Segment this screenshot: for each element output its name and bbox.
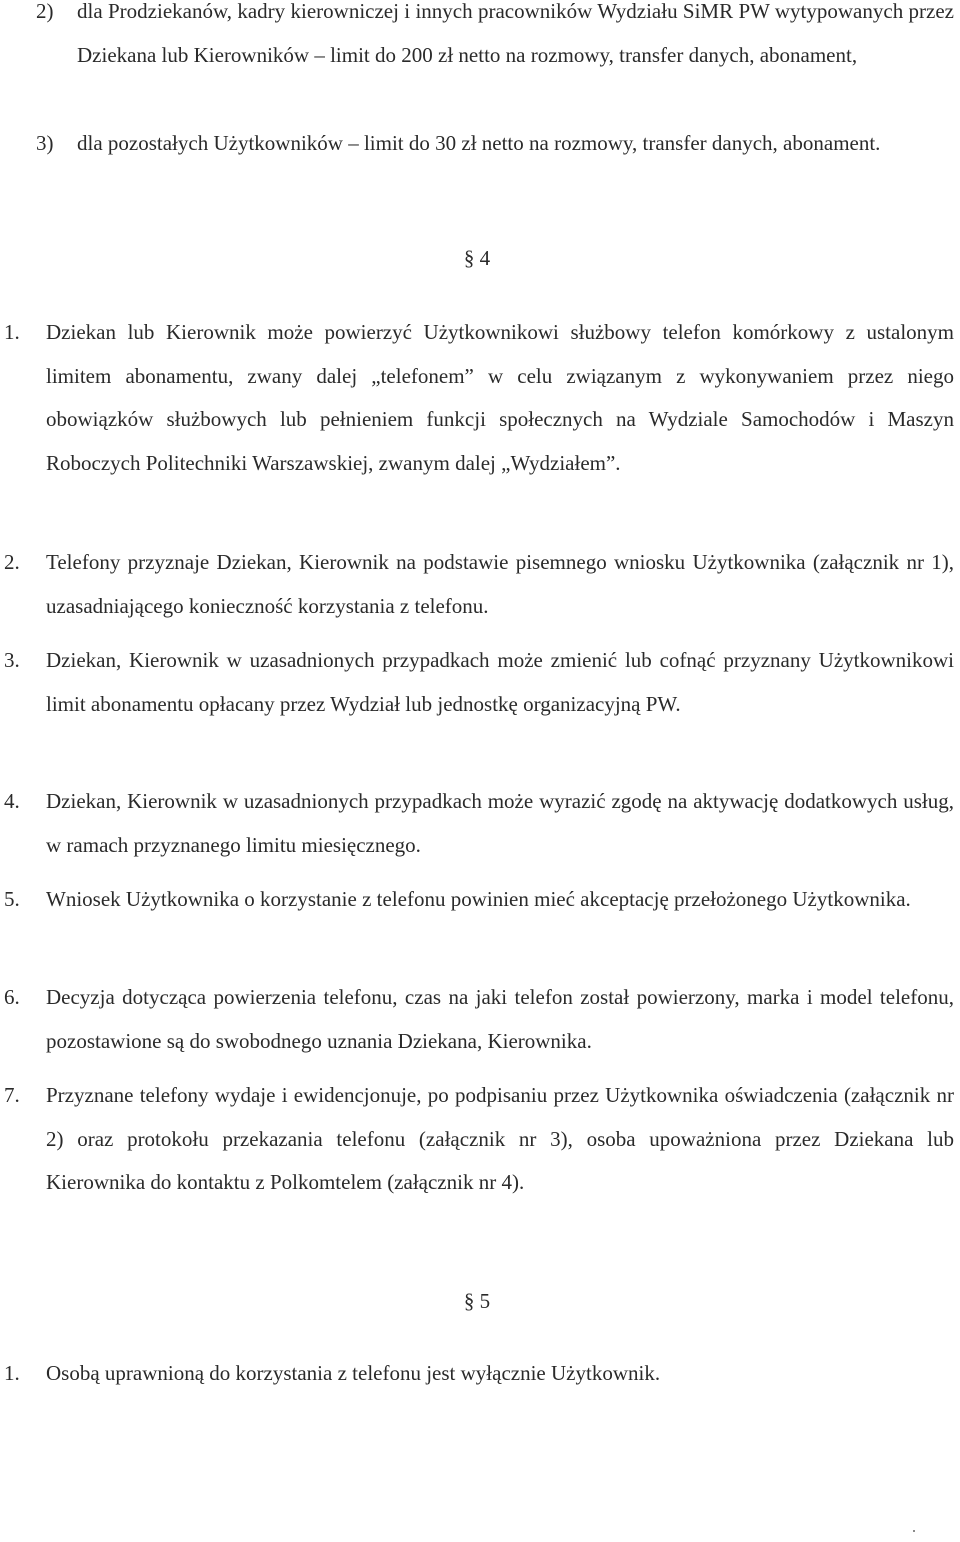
item-number: 3) — [36, 131, 54, 155]
list-item — [0, 878, 954, 922]
section-heading: § 4 — [463, 246, 491, 270]
list-item — [0, 639, 954, 726]
item-text: Dziekan, Kierownik w uzasadnionych przypadkach może zmienić lub cofnąć przyznany Użytkownikowi limit abonamentu opłacany przez Wydział lub jednostkę organizacyjną PW. — [46, 648, 954, 716]
item-number: 3. — [4, 648, 20, 672]
item-text: Dziekan, Kierownik w uzasadnionych przypadkach może wyrazić zgodę na aktywację dodatkowych usług, w ramach przyznanego limitu miesięcznego. — [46, 789, 954, 857]
item-number: 5. — [4, 887, 20, 911]
item-text: dla pozostałych Użytkowników – limit do 30 zł netto na rozmowy, transfer danych, abonament. — [77, 131, 881, 155]
item-text: Przyznane telefony wydaje i ewidencjonuje, po podpisaniu przez Użytkownika oświadczenia (załącznik nr 2) oraz protokołu przekazania telefonu (załącznik nr 3), osoba upoważniona przez Dziekana lub Kierownika do kontaktu z Polkomtelem (załącznik nr 4). — [46, 1083, 954, 1194]
list-item — [0, 1352, 954, 1396]
item-text: Osobą uprawnioną do korzystania z telefonu jest wyłącznie Użytkownik. — [46, 1361, 661, 1385]
item-text: dla Prodziekanów, kadry kierowniczej i innych pracowników Wydziału SiMR PW wytypowanych przez Dziekana lub Kierowników – limit do 200 zł netto na rozmowy, transfer danych, abonament, — [77, 0, 954, 67]
item-text: Dziekan lub Kierownik może powierzyć Użytkownikowi służbowy telefon komórkowy z ustalonym limitem abonamentu, zwany dalej „telefonem” w celu związanym z wykonywaniem przez niego obowiązków służbowych lub pełnieniem funkcji społecznych na Wydziale Samochodów i Maszyn Roboczych Politechniki Warszawskiej, zwanym dalej „Wydziałem”. — [46, 320, 954, 475]
item-number: 4. — [4, 789, 20, 813]
list-item — [0, 780, 954, 867]
item-number: 2) — [36, 0, 54, 23]
list-item — [36, 122, 954, 166]
list-item — [0, 1074, 954, 1205]
list-item — [0, 541, 954, 628]
speck-mark — [913, 1530, 915, 1532]
list-item — [36, 0, 954, 77]
item-number: 7. — [4, 1083, 20, 1107]
item-text: Decyzja dotycząca powierzenia telefonu, czas na jaki telefon został powierzony, marka i model telefonu, pozostawione są do swobodnego uznania Dziekana, Kierownika. — [46, 985, 954, 1053]
section-heading: § 5 — [463, 1289, 491, 1313]
item-number: 6. — [4, 985, 20, 1009]
item-text: Telefony przyznaje Dziekan, Kierownik na podstawie pisemnego wniosku Użytkownika (załącznik nr 1), uzasadniającego konieczność korzystania z telefonu. — [46, 550, 954, 618]
item-number: 2. — [4, 550, 20, 574]
list-item — [0, 311, 954, 485]
item-text: Wniosek Użytkownika o korzystanie z telefonu powinien mieć akceptację przełożonego Użytkownika. — [46, 887, 911, 911]
list-item — [0, 976, 954, 1063]
item-number: 1. — [4, 320, 20, 344]
item-number: 1. — [4, 1361, 20, 1385]
